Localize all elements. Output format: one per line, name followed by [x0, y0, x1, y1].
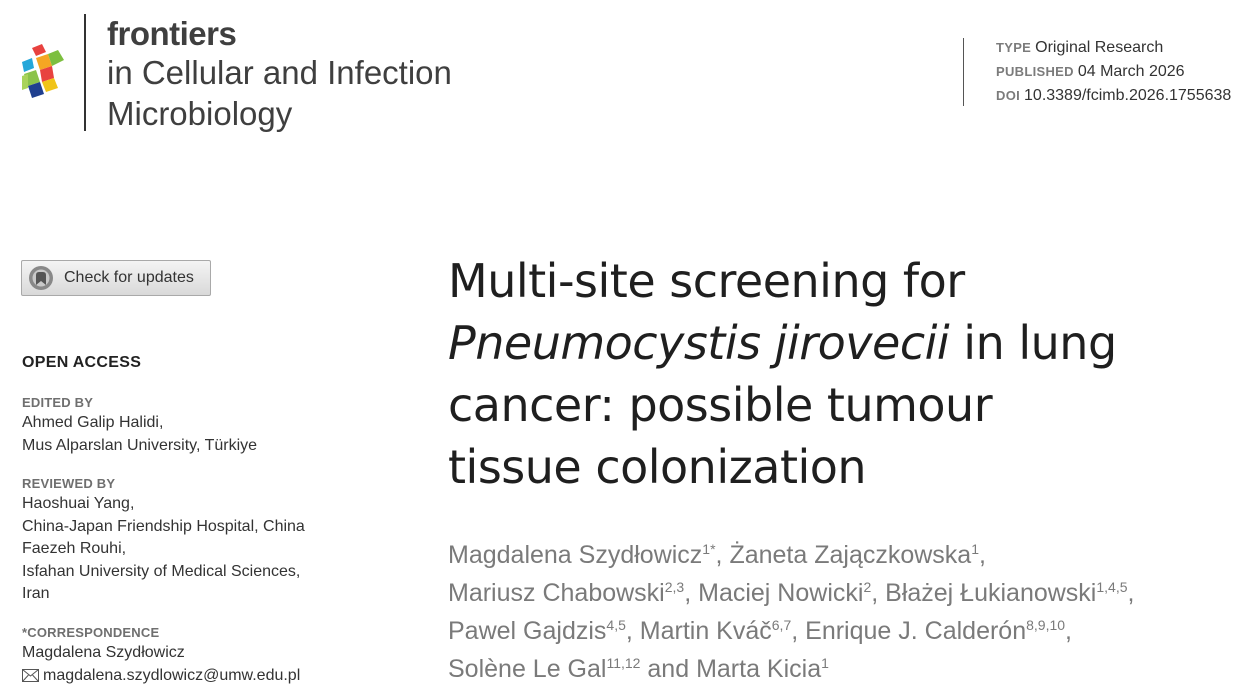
reviewer-name: Haoshuai Yang, — [22, 495, 135, 512]
title-line: cancer: possible tumour — [448, 378, 993, 432]
meta-divider — [963, 38, 964, 106]
check-for-updates-button[interactable] — [21, 260, 211, 296]
author-name[interactable]: Marta Kicia — [696, 655, 822, 683]
author-affiliation: 6,7 — [771, 617, 792, 633]
edited-by-heading: EDITED BY — [22, 395, 94, 410]
author-name[interactable]: Enrique J. Calderón — [805, 617, 1027, 645]
author-line — [448, 612, 1248, 650]
frontiers-logo-icon — [20, 44, 66, 100]
editor-name: Ahmed Galip Halidi, — [22, 414, 164, 431]
author-line — [448, 536, 1248, 574]
crossmark-icon — [28, 265, 54, 291]
author-separator: , — [684, 579, 699, 607]
open-access-label: OPEN ACCESS — [22, 354, 142, 371]
article-type-label: TYPE — [996, 40, 1032, 55]
author-name[interactable]: Martin Kváč — [639, 617, 772, 645]
author-name[interactable]: Błażej Łukianowski — [885, 579, 1097, 607]
author-name[interactable]: Solène Le Gal — [448, 655, 607, 683]
author-separator: , — [625, 617, 640, 645]
reviewer-name: Faezeh Rouhi, — [22, 540, 127, 557]
author-affiliation: 1 — [821, 655, 829, 671]
brand-divider — [84, 14, 86, 131]
correspondence-email-link[interactable]: magdalena.szydlowicz@umw.edu.pl — [43, 667, 301, 684]
author-separator: , — [979, 541, 986, 569]
author-separator: , — [715, 541, 730, 569]
author-separator: , — [871, 579, 886, 607]
author-affiliation: 8,9,10 — [1026, 617, 1066, 633]
article-title — [448, 250, 1238, 498]
doi-label: DOI — [996, 88, 1021, 103]
author-line — [448, 650, 1248, 688]
reviewer-affiliation: Isfahan University of Medical Sciences, — [22, 563, 301, 580]
title-line: Multi-site screening for — [448, 254, 965, 308]
correspondence-heading: *CORRESPONDENCE — [22, 625, 160, 640]
author-name[interactable]: Mariusz Chabowski — [448, 579, 665, 607]
author-separator: and — [640, 655, 697, 683]
author-separator: , — [791, 617, 806, 645]
published-row — [996, 60, 1185, 84]
journal-name-line1[interactable]: in Cellular and Infection — [107, 54, 452, 91]
author-separator: , — [1065, 617, 1072, 645]
article-type-row — [996, 36, 1163, 60]
reviewer-affiliation-country: Iran — [22, 585, 50, 602]
author-name[interactable]: Maciej Nowicki — [698, 579, 864, 607]
envelope-icon — [22, 669, 39, 682]
author-name[interactable]: Pawel Gajdzis — [448, 617, 607, 645]
correspondence-email-row — [22, 665, 300, 688]
author-separator: , — [1127, 579, 1135, 607]
check-for-updates-label: Check for updates — [64, 269, 194, 286]
title-species-italic: Pneumocystis jirovecii — [448, 316, 950, 370]
editor-affiliation: Mus Alparslan University, Türkiye — [22, 437, 258, 454]
published-label: PUBLISHED — [996, 64, 1074, 79]
author-line — [448, 574, 1248, 612]
title-line — [448, 312, 1238, 374]
author-name[interactable]: Magdalena Szydłowicz — [448, 541, 703, 569]
author-affiliation: 4,5 — [606, 617, 626, 633]
journal-name-line2[interactable]: Microbiology — [107, 95, 293, 132]
author-affiliation: 11,12 — [606, 655, 641, 671]
author-affiliation: 2 — [863, 579, 872, 595]
article-type-value: Original Research — [1035, 39, 1164, 56]
doi-row — [996, 84, 1231, 108]
author-affiliation: 1,4,5 — [1096, 579, 1128, 595]
brand-name[interactable]: frontiers — [107, 15, 237, 52]
correspondence-name: Magdalena Szydłowicz — [22, 644, 185, 661]
reviewer-affiliation: China-Japan Friendship Hospital, China — [22, 518, 305, 535]
author-name[interactable]: Żaneta Zajączkowska — [729, 541, 972, 569]
author-affiliation: 2,3 — [664, 579, 685, 595]
author-list — [448, 536, 1248, 688]
author-affiliation: 1* — [702, 541, 716, 557]
author-affiliation: 1 — [971, 541, 980, 557]
title-line: tissue colonization — [448, 440, 867, 494]
reviewed-by-heading: REVIEWED BY — [22, 476, 116, 491]
title-line-text: in lung — [949, 316, 1117, 370]
published-value: 04 March 2026 — [1077, 63, 1185, 80]
doi-link[interactable]: 10.3389/fcimb.2026.1755638 — [1024, 87, 1232, 104]
